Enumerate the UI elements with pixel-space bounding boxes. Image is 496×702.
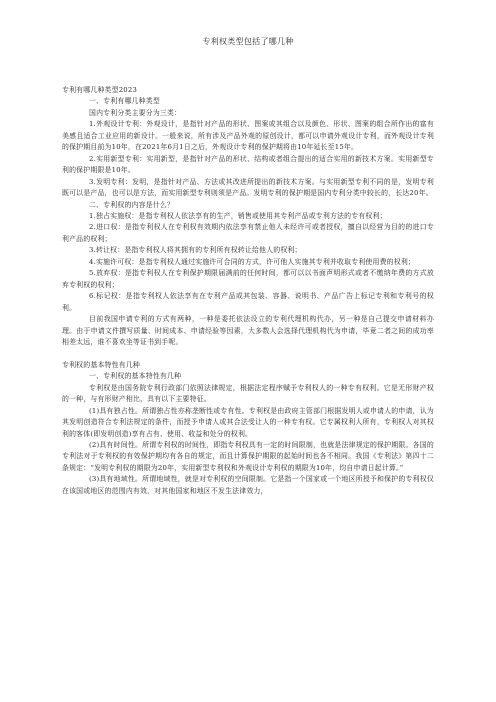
paragraph: 5.放弃权：是指专利权人在专利保护期限届满前的任何时间，都可以以书面声明形式或者不缴纳年费的方式放弃专利权的权利； <box>62 269 434 289</box>
paragraph: 二、专利权的内容是什么？ <box>89 200 175 209</box>
paragraph: 2.进口权：是指专利权人在专利权有效期内依法享有禁止他人未经许可或者授权，擅自以经营为目的的进口专利产品的权利； <box>62 223 434 243</box>
paragraph: (2)具有时间性。所谓专利权的时间性，即指专利权具有一定的时间限制，也就是法律规定的保护期限。各国的专利法对于专利权的有效保护期均有各自的规定，而且计算保护期限的起始时间也各不相同。我国《专利法》第四十二条规定：“发明专利权的期限为20年，实用新型专利权和外观设计专利权的期限为10年，均自申请日起计算。” <box>62 441 434 472</box>
paragraph: 一、专利有哪几种类型 <box>89 97 160 106</box>
document-page <box>62 0 434 702</box>
paragraph: 目前我国申请专利的方式有两种，一种是委托依法设立的专利代理机构代办，另一种是自己提交申请材料办理。由于申请文件撰写质量、时间成本、申请经验等因素，大多数人会选择代理机构代为申请，毕竟二者之间的成功率相差太远，谁不喜欢坐等证书到手呢。 <box>62 315 434 346</box>
paragraph: 3.发明专利：发明，是指针对产品、方法或其改进所提出的新技术方案。与实用新型专利不同的是，发明专利既可以是产品，也可以是方法，而实用新型专利则须是产品。发明专利的保护期是国内专利分类中较长的，长达20年。 <box>62 177 434 198</box>
document-title: 专利权类型包括了哪几种 <box>202 37 294 46</box>
paragraph: 一、专利权的基本特性有几种 <box>89 372 182 381</box>
paragraph: 2.实用新型专利：实用新型，是指针对产品的形状、结构或者组合提出的适合实用的新技术方案。实用新型专利的保护期限是10年。 <box>62 154 434 175</box>
paragraph: 1.外观设计专利：外观设计，是指针对产品的形状、图案或其组合以及颜色、形状、图案的组合所作出的富有美感且适合工业应用的新设计。一般来说，所有涉及产品外观的原创设计，都可以申请外观设计专利，而外观设计专利的保护期目前为10年，在2021年6月1日之后，外观设计专利的保护期将由10年延长至15年。 <box>62 120 434 152</box>
paragraph: 4.实施许可权：是指专利权人通过实施许可合同的方式，许可他人实施其专利并收取专利使用费的权利； <box>89 257 416 266</box>
blank-line <box>62 348 434 359</box>
paragraph: 1.独占实施权：是指专利权人依法享有的生产，销售或使用其专利产品或专利方法的专有权利； <box>89 211 387 220</box>
paragraph: (3)具有地域性。所谓地域性，就是对专利权的空间限制。它是指一个国家或一个地区所授予和保护的专利权仅在该国或地区的范围内有效，对其他国家和地区不发生法律效力， <box>62 475 434 495</box>
paragraph: 专利有哪几种类型2023 <box>62 86 138 94</box>
document-body <box>62 85 434 497</box>
paragraph: 国内专利分类主要分为三类： <box>89 108 182 117</box>
paragraph: 专利权是由国务院专利行政部门依照法律规定，根据法定程序赋予专利权人的一种专有权利。它是无形财产权的一种，与有形财产相比，具有以下主要特征。 <box>62 383 434 404</box>
paragraph: 专利权的基本特性有几种 <box>62 360 140 369</box>
paragraph: 6.标记权：是指专利权人依法享有在专利产品或其包装、容器、说明书、产品广告上标记专利和专利号的权利。 <box>62 292 434 312</box>
paragraph: (1)具有独占性。所谓独占性亦称垄断性或专有性。专利权是由政府主管部门根据发明人或申请人的申请，认为其发明创造符合专利法规定的条件，而授予申请人或其合法受让人的一种专有权。它专属权利人所有，专利权人对其权利的客体(即发明创造)享有占有、使用、收益和处分的权利。 <box>62 406 434 438</box>
paragraph: 3.转让权：是指专利权人将其拥有的专利所有权转让给他人的权利； <box>89 246 302 255</box>
